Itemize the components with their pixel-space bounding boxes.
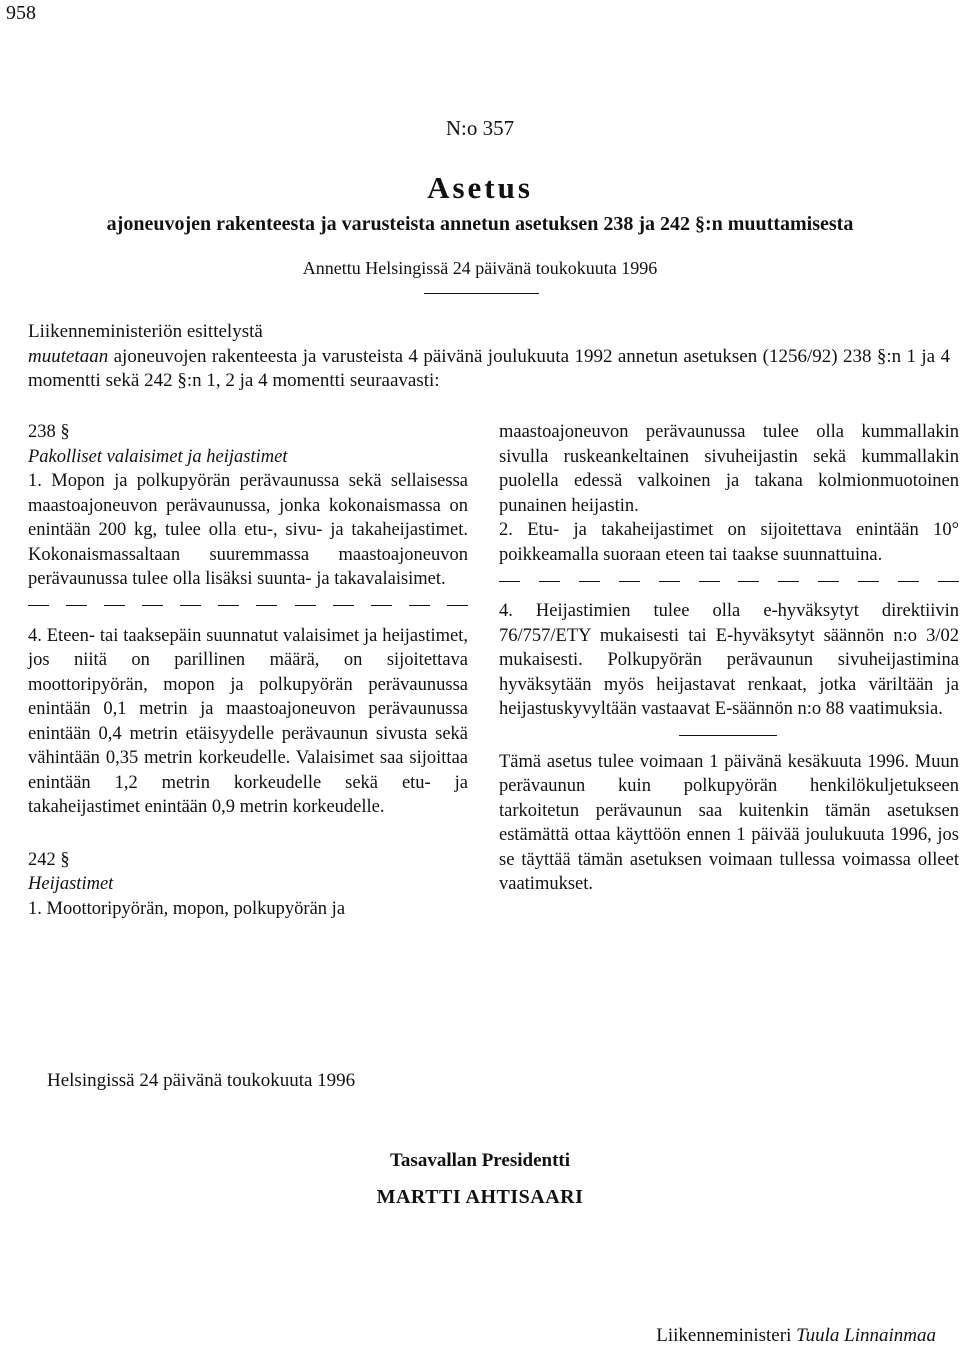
section-238-paragraph-4: 4. Eteen- tai taaksepäin suunnatut valaisimet ja heijastimet, jos niitä on parillinen määrä, on sijoitettava moottoripyörän, mopon ja polkupyörän perävaunussa enintään 0,1 metrin ja maastoajoneuvon perävaunussa enintään 0,4 metrin etäisyydelle perävaunun sivusta sekä vähintään 0,35 metrin korkeudelle. Valaisimet saa sijoittaa enintään 1,2 metrin korkeudelle sekä etu- ja takaheijastimet enintään 0,9 metrin korkeudelle. bbox=[28, 625, 468, 817]
minister-name: Tuula Linnainmaa bbox=[796, 1325, 936, 1346]
amend-text: ajoneuvojen rakenteesta ja varusteista 4 päivänä joulukuuta 1992 annetun asetuksen (1256/92) 238 §:n 1 ja 4 momentti sekä 242 §:n 1, 2 ja 4 momentti seuraavasti: bbox=[28, 345, 950, 391]
entry-into-force: Tämä asetus tulee voimaan 1 päivänä kesäkuuta 1996. Muun perävaunun kuin polkupyörän henkilökuljetukseen tarkoitetun perävaunun saa kuitenkin tämän asetuksen estämättä ottaa käyttöön ennen 1 päivää joulukuuta 1996, jos se täyttää tämän asetuksen voimaan tullessa voimassa olleet vaatimukset. bbox=[499, 751, 959, 894]
signature-name: MARTTI AHTISAARI bbox=[376, 1186, 584, 1208]
section-divider bbox=[679, 735, 777, 736]
right-column bbox=[499, 420, 959, 897]
document-number: N:o 357 bbox=[445, 116, 515, 140]
section-238-paragraph-1: 1. Mopon ja polkupyörän perävaunussa sekä sellaisessa maastoajoneuvon perävaunussa, jonka kokonaismassa on enintään 200 kg, tulee olla etu-, sivu- ja takaheijastimet. Kokonaismassaltaan suuremmassa maastoajoneuvon perävaunussa tulee olla lisäksi suunta- ja takavalaisimet. bbox=[28, 471, 468, 589]
minister-signature bbox=[656, 1325, 936, 1347]
section-242-name: Heijastimet bbox=[28, 874, 114, 894]
section-242-paragraph-1-continued: maastoajoneuvon perävaunussa tulee olla kummallakin sivulla ruskeankeltainen sivuheijastin sekä kummallakin puolella edessä valkoinen ja takana kolmionmuotoinen punainen heijastin. bbox=[499, 422, 959, 516]
section-242-paragraph-1-start: 1. Moottoripyörän, mopon, polkupyörän ja bbox=[28, 898, 346, 919]
left-column bbox=[28, 420, 468, 921]
section-242-heading: 242 § bbox=[28, 849, 70, 870]
omission-dashes bbox=[499, 571, 959, 591]
section-242-paragraph-4: 4. Heijastimien tulee olla e-hyväksytyt direktiivin 76/757/ETY mukaisesti tai E-hyväksytyt säännön n:o 3/02 mukaisesti. Polkupyörän perävaunun sivuheijastimina hyväksytään myös heijastavat renkaat, jotka väriltään ja heijastuskyvyltään vastaavat E-säännön n:o 88 vaatimuksia. bbox=[499, 601, 959, 719]
section-238-heading: 238 § bbox=[28, 422, 70, 442]
document-title: ajoneuvojen rakenteesta ja varusteista annetun asetuksen 238 ja 242 §:n muuttamisesta bbox=[106, 213, 854, 235]
section-242-paragraph-2: 2. Etu- ja takaheijastimet on sijoitettava enintään 10° poikkeamalla suoraan eteen tai taakse suunnattuina. bbox=[499, 520, 959, 565]
issued-date: Annettu Helsingissä 24 päivänä toukokuuta 1996 bbox=[302, 258, 658, 278]
minister-title: Liikenneministeri bbox=[656, 1325, 792, 1346]
amend-statement bbox=[28, 345, 950, 394]
page-number: 958 bbox=[6, 2, 36, 24]
signature-title: Tasavallan Presidentti bbox=[390, 1150, 570, 1171]
signature-place-date: Helsingissä 24 päivänä toukokuuta 1996 bbox=[47, 1070, 356, 1091]
amend-word: muutetaan bbox=[28, 345, 109, 367]
intro-paragraph bbox=[28, 320, 950, 394]
omission-dashes bbox=[28, 596, 468, 616]
section-238-name: Pakolliset valaisimet ja heijastimet bbox=[28, 446, 288, 467]
title-divider bbox=[424, 293, 539, 294]
presenter-line: Liikenneministeriön esittelystä bbox=[28, 321, 263, 342]
document-type: Asetus bbox=[427, 170, 533, 205]
